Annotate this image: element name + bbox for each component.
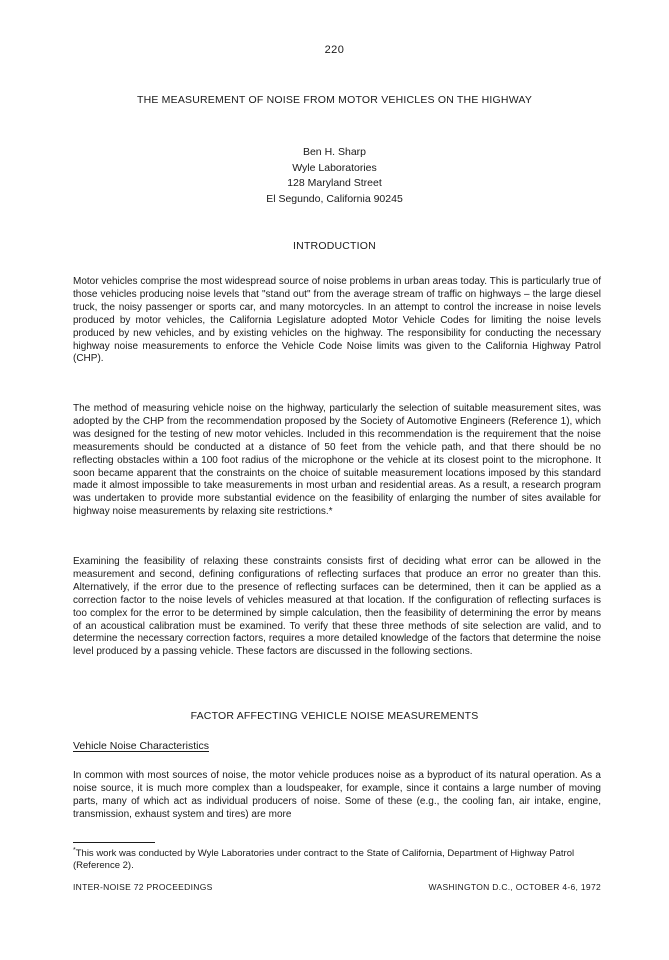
footer-left: INTER-NOISE 72 PROCEEDINGS xyxy=(73,882,213,892)
page-number: 220 xyxy=(324,44,345,56)
footnote xyxy=(73,848,601,871)
author-block xyxy=(0,145,669,207)
paper-title: THE MEASUREMENT OF NOISE FROM MOTOR VEHICLES ON THE HIGHWAY xyxy=(136,94,533,106)
introduction-paragraph-2: The method of measuring vehicle noise on the highway, particularly the selection of suitable measurement sites, was adopted by the CHP from the recommendation proposed by the Society of Automotive Engineers (Reference 1), which was designed for the testing of new motor vehicles. Included in this recommendation is the requirement that the noise measurements should be conducted at a distance of 50 feet from the vehicle path, and that there should be no reflecting obstacles within a 100 foot radius of the microphone or the vehicle at its closest point to the microphone. It soon became apparent that the constraints on the choice of suitable measurement locations imposed by this standard made it almost impossible to take measurements in most urban and residential areas. As a result, a research program was undertaken to provide more substantial evidence on the feasibility of enlarging the number of sites available for highway noise measurements by relaxing site restrictions.* xyxy=(73,403,601,518)
factors-paragraph-1: In common with most sources of noise, the motor vehicle produces noise as a byproduct of its natural operation. As a noise source, it is much more complex than a loudspeaker, for example, since it contains a large number of moving parts, many of which act as individual producers of noise. Some of these (e.g., the cooling fan, air intake, engine, transmission, exhaust system and tires) are more xyxy=(73,770,601,820)
author-organization: Wyle Laboratories xyxy=(292,161,377,174)
section-heading-introduction: INTRODUCTION xyxy=(293,240,376,252)
footnote-divider xyxy=(73,842,155,843)
author-name: Ben H. Sharp xyxy=(302,146,367,158)
subheading-vehicle-noise-characteristics: Vehicle Noise Characteristics xyxy=(73,740,209,752)
section-heading-factors: FACTOR AFFECTING VEHICLE NOISE MEASUREMENTS xyxy=(190,710,479,722)
footnote-text: This work was conducted by Wyle Laboratories under contract to the State of California, Department of Highway Patrol (Reference 2). xyxy=(73,848,575,871)
running-footer xyxy=(73,882,601,892)
footnote-mark: * xyxy=(73,846,76,854)
introduction-paragraph-3: Examining the feasibility of relaxing these constraints consists first of deciding what error can be allowed in the measurement and second, defining configurations of reflecting surfaces that produce an error no greater than this. Alternatively, if the error due to the presence of reflecting surfaces can be determined, then it can be applied as a correction factor to the noise levels of vehicles measured at that location. If the configuration of reflecting surfaces is too complex for the error to be determined by simple calculation, then the feasibility of determining the error by means of an acoustical calibration must be examined. To verify that these three methods of site selection are valid, and to determine the necessary correction factors, requires a more detailed knowledge of the factors that determine the noise level produced by a passing vehicle. These factors are discussed in the following sections. xyxy=(73,556,601,658)
introduction-paragraph-1: Motor vehicles comprise the most widespread source of noise problems in urban areas today. This is particularly true of those vehicles producing noise levels that "stand out" from the average stream of traffic on highways – the large diesel truck, the noisy passenger or sports car, and many motorcycles. In an attempt to control the increase in noise levels produced by motor vehicles, the California Legislature adopted Motor Vehicle Codes for limiting the noise levels produced by new vehicles, and by existing vehicles on the highway. The responsibility for conducting the necessary highway noise measurements to enforce the Vehicle Code Noise limits was given to the California Highway Patrol (CHP). xyxy=(73,276,601,365)
author-city: El Segundo, California 90245 xyxy=(266,192,403,205)
footer-right: WASHINGTON D.C., OCTOBER 4-6, 1972 xyxy=(428,882,601,892)
author-street: 128 Maryland Street xyxy=(287,177,382,189)
